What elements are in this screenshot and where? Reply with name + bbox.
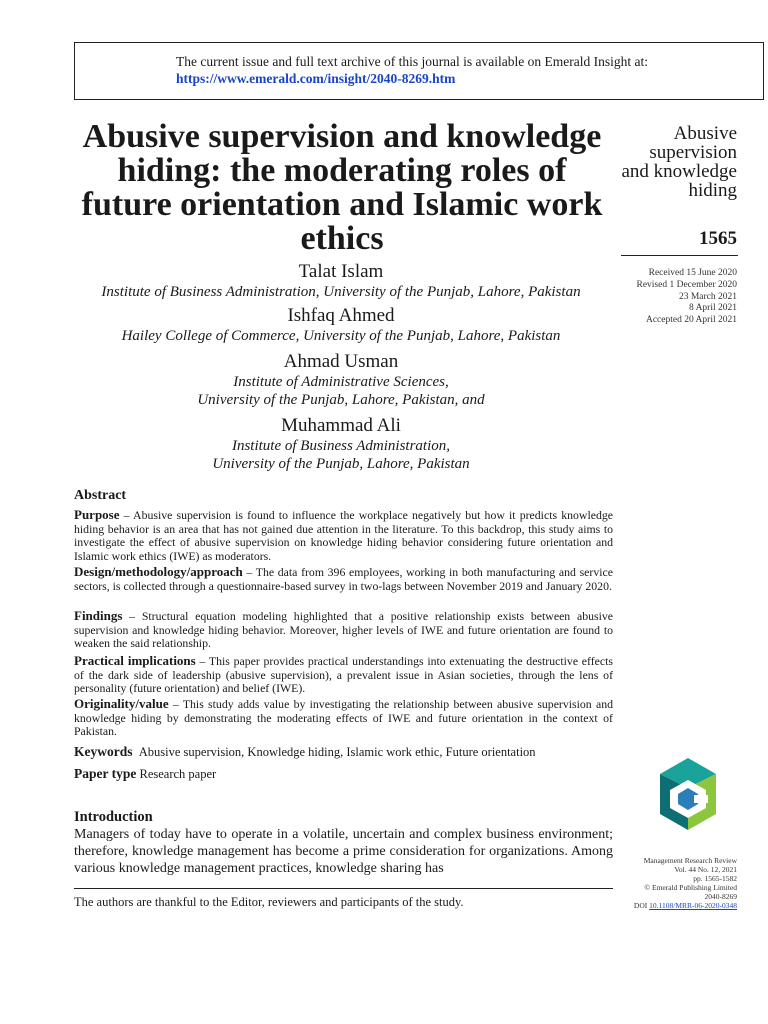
introduction-text: Managers of today have to operate in a volatile, uncertain and complex business environment; therefore, knowledge management has become a prime consideration for organizations. Among various knowledge management practices, knowledge sharing has <box>74 827 613 876</box>
author-name: Muhammad Ali <box>281 415 401 436</box>
date-line: Accepted 20 April 2021 <box>645 315 737 326</box>
practical-text: – This paper provides practical understandings into extenuating the destructive effects of the dark side of leadership (abusive supervision), a prevalent issue in Asian societies, through the lens of personality (future orientation) and belief (IWE). <box>74 654 613 696</box>
journal-info-line: 2040-8269 <box>704 892 737 902</box>
design-label: Design/methodology/approach <box>74 564 243 579</box>
originality-label: Originality/value <box>74 696 169 711</box>
author-affiliation: Institute of Administrative Sciences, <box>233 374 449 390</box>
author-affiliation: Hailey College of Commerce, University of the Punjab, Lahore, Pakistan <box>121 328 561 344</box>
author-block <box>36 351 646 409</box>
author-affiliation: University of the Punjab, Lahore, Pakistan <box>212 456 470 472</box>
keywords-label: Keywords <box>74 744 133 759</box>
doi-link[interactable]: 10.1108/MRR-06-2020-0348 <box>649 901 737 911</box>
author-block <box>36 305 646 345</box>
date-line: Received 15 June 2020 <box>648 268 737 278</box>
journal-info-line: pp. 1565-1582 <box>693 874 737 884</box>
doi-label: DOI <box>633 901 648 911</box>
margin-divider <box>621 255 738 256</box>
running-head <box>616 124 737 200</box>
abstract-heading: Abstract <box>74 488 127 503</box>
findings-label: Findings <box>74 608 123 623</box>
running-head-line: supervision <box>649 142 737 163</box>
paper-type-text: Research paper <box>139 767 217 781</box>
journal-url-link[interactable]: https://www.emerald.com/insight/2040-8269.htm <box>176 71 456 86</box>
author-affiliation: Institute of Business Administration, University of the Punjab, Lahore, Pakistan <box>101 284 581 300</box>
author-name: Ishfaq Ahmed <box>287 305 395 326</box>
purpose-text: – Abusive supervision is found to influence the workplace negatively but how it predicts knowledge hiding behavior is an area that has not gained due attention in the literature. To this backdrop, this study aims to investigate the effect of abusive supervision on knowledge hiding behavior considering future orientation and Islamic work ethics (IWE) as moderators. <box>74 508 613 564</box>
journal-info-line: Management Research Review <box>643 856 737 865</box>
page-number: 1565 <box>699 228 737 249</box>
running-head-line: Abusive <box>673 123 737 144</box>
abstract-purpose <box>74 508 613 564</box>
paper-type <box>74 766 216 782</box>
keywords-text: Abusive supervision, Knowledge hiding, Islamic work ethic, Future orientation <box>138 745 536 759</box>
date-line: Revised 1 December 2020 <box>636 279 737 290</box>
originality-text: – This study adds value by investigating the relationship between abusive supervision and knowledge hiding by demonstrating the moderating effects of IWE and future orientation in the context of Pakistan. <box>74 697 613 739</box>
findings-text: – Structural equation modeling highlighted that a positive relationship exists between abusive supervision and knowledge hiding behavior. Moreover, higher levels of IWE and future orientation are found to weaken the said relationship. <box>74 609 613 651</box>
abstract-originality <box>74 697 613 739</box>
purpose-label: Purpose <box>74 507 120 522</box>
introduction-heading: Introduction <box>74 809 153 825</box>
article-title: Abusive supervision and knowledge hiding: the moderating roles of future orientation and Islamic work ethics <box>81 118 603 257</box>
doi-line <box>600 901 737 910</box>
date-line: 23 March 2021 <box>678 291 737 302</box>
footnote: The authors are thankful to the Editor, reviewers and participants of the study. <box>74 895 464 909</box>
journal-info-line: © Emerald Publishing Limited <box>644 883 737 893</box>
emerald-logo-icon <box>648 758 728 830</box>
journal-info-line: Vol. 44 No. 12, 2021 <box>674 865 737 875</box>
author-block <box>36 415 646 473</box>
author-name: Ahmad Usman <box>283 351 399 372</box>
availability-notice-text: The current issue and full text archive of this journal is available on Emerald Insight at: <box>176 54 648 69</box>
date-line: 8 April 2021 <box>688 303 737 314</box>
practical-label: Practical implications <box>74 653 196 668</box>
author-affiliation: Institute of Business Administration, <box>231 438 451 454</box>
logo-notch <box>694 795 708 803</box>
journal-info <box>600 856 737 911</box>
author-affiliation: University of the Punjab, Lahore, Pakistan, and <box>197 392 485 408</box>
abstract-findings <box>74 609 613 651</box>
footnote-divider <box>74 888 613 889</box>
running-head-line: and knowledge <box>621 161 737 182</box>
author-name: Talat Islam <box>298 261 384 282</box>
design-text: – The data from 396 employees, working in both manufacturing and service sectors, is collected through a questionnaire-based survey in two-lags between November 2019 and January 2020. <box>74 565 613 593</box>
paper-type-label: Paper type <box>74 766 137 781</box>
abstract-design <box>74 565 613 593</box>
abstract-practical <box>74 654 613 696</box>
running-head-line: hiding <box>688 180 737 201</box>
author-block <box>36 261 646 301</box>
keywords <box>74 744 613 760</box>
